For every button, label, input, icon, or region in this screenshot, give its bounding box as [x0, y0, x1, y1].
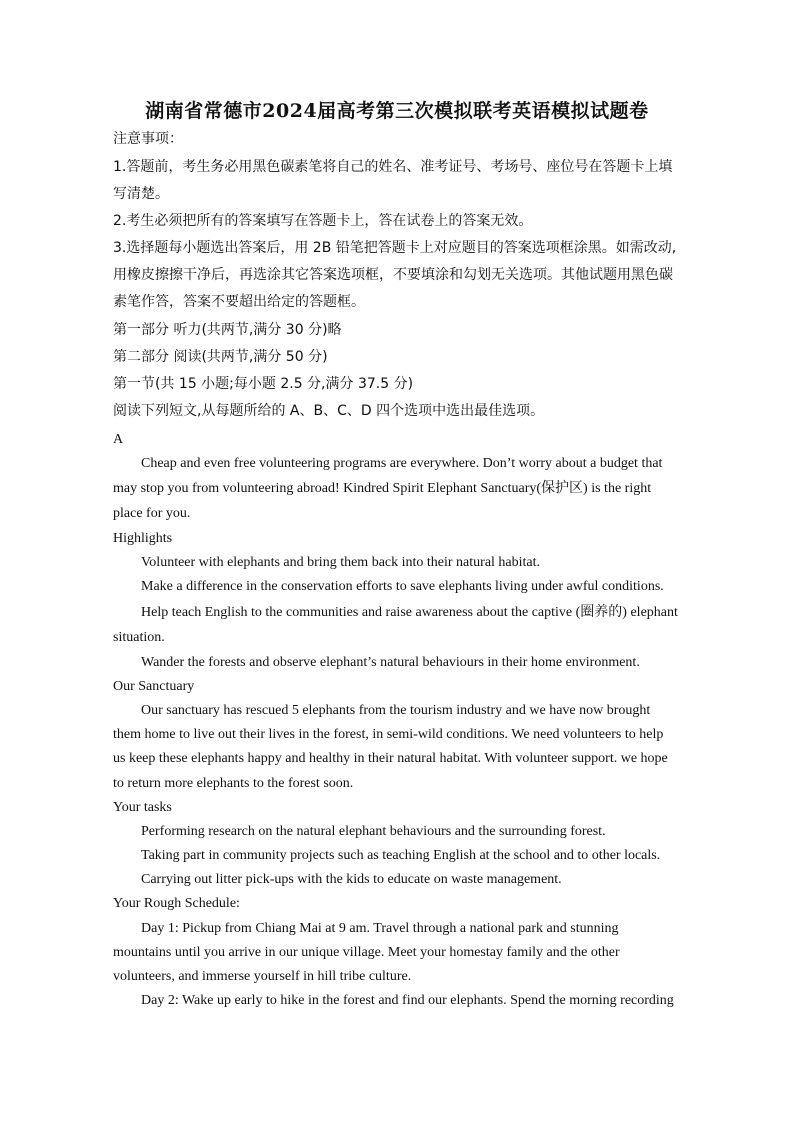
highlight-item: Wander the forests and observe elephant’s natural behaviours in their home environment. — [141, 655, 640, 670]
task-item: Carrying out litter pick-ups with the kids to educate on waste management. — [141, 872, 562, 887]
intro-line-1: Cheap and even free volunteering programs are everywhere. Don’t worry about a budget that — [141, 456, 663, 471]
day-2-line-1: Day 2: Wake up early to hike in the forest and find our elephants. Spend the morning recording — [141, 993, 674, 1008]
reading-instruction: 阅读下列短文,从每题所给的 A、B、C、D 四个选项中选出最佳选项。 — [113, 403, 545, 419]
tasks-heading: Your tasks — [113, 800, 172, 815]
schedule-heading: Your Rough Schedule: — [113, 896, 240, 911]
sanctuary-line-4: to return more elephants to the forest soon. — [113, 776, 354, 791]
passage-label: A — [113, 432, 124, 447]
highlight-item: Volunteer with elephants and bring them back into their natural habitat. — [141, 555, 541, 570]
notice-item-1-line-1: 1.答题前，考生务必用黑色碳素笔将自己的姓名、准考证号、考场号、座位号在答题卡上填 — [113, 159, 673, 175]
sanctuary-line-3: us keep these elephants happy and healthy in their natural habitat. With volunteer support. we hope — [113, 751, 668, 766]
notice-item-2: 2.考生必须把所有的答案填写在答题卡上，答在试卷上的答案无效。 — [113, 213, 533, 229]
day-1-line-2: mountains until you arrive in our unique village. Meet your homestay family and the other — [113, 945, 620, 960]
highlights-heading: Highlights — [113, 531, 173, 546]
section-one-heading: 第一节(共 15 小题;每小题 2.5 分,满分 37.5 分) — [113, 376, 414, 392]
highlight-item-continued: situation. — [113, 630, 165, 645]
sanctuary-heading: Our Sanctuary — [113, 679, 195, 694]
day-1-line-1: Day 1: Pickup from Chiang Mai at 9 am. Travel through a national park and stunning — [141, 921, 619, 936]
part-two-heading: 第二部分 阅读(共两节,满分 50 分) — [113, 349, 328, 365]
notice-item-3-line-2: 用橡皮擦擦干净后，再选涂其它答案选项框，不要填涂和勾划无关选项。其他试题用黑色碳 — [113, 267, 673, 283]
day-1-line-3: volunteers, and immerse yourself in hill tribe culture. — [113, 969, 412, 984]
sanctuary-line-1: Our sanctuary has rescued 5 elephants from the tourism industry and we have now brought — [141, 703, 651, 718]
highlight-item: Help teach English to the communities and raise awareness about the captive (圈养的) elephant — [141, 605, 678, 620]
task-item: Performing research on the natural elephant behaviours and the surrounding forest. — [141, 824, 606, 839]
notice-item-3-line-1: 3.选择题每小题选出答案后，用 2B 铅笔把答题卡上对应题目的答案选项框涂黑。如需改动, — [113, 240, 677, 256]
task-item: Taking part in community projects such as teaching English at the school and to other locals. — [141, 848, 661, 863]
highlight-item: Make a difference in the conservation efforts to save elephants living under awful conditions. — [141, 579, 664, 594]
part-one-heading: 第一部分 听力(共两节,满分 30 分)略 — [113, 322, 342, 338]
notice-item-1-line-2: 写清楚。 — [113, 186, 169, 202]
notice-item-3-line-3: 素笔作答，答案不要超出给定的答题框。 — [113, 294, 365, 310]
notice-heading: 注意事项： — [113, 131, 183, 147]
page-title: 湖南省常德市2024届高考第三次模拟联考英语模拟试题卷 — [145, 100, 649, 122]
intro-line-3: place for you. — [113, 506, 191, 521]
intro-line-2: may stop you from volunteering abroad! Kindred Spirit Elephant Sanctuary(保护区) is the right — [113, 481, 652, 496]
sanctuary-line-2: them home to live out their lives in the forest, in semi-wild conditions. We need volunteers to help — [113, 727, 664, 742]
